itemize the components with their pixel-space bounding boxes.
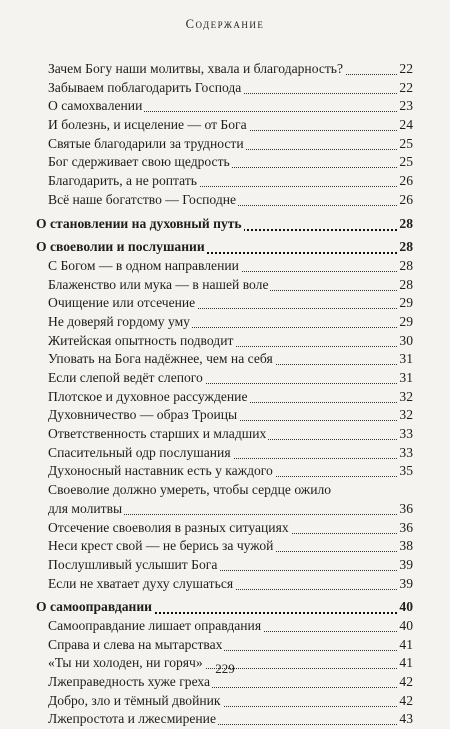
toc-entry-page: 40 xyxy=(397,617,413,636)
toc-entry-title: Не доверяй гордому уму xyxy=(48,313,192,332)
toc-entry-page: 24 xyxy=(397,116,413,135)
toc-entry-title: для молитвы xyxy=(48,500,124,519)
toc-entry-page: 31 xyxy=(397,369,413,388)
toc-entry-title: Блаженство или мука — в нашей воле xyxy=(48,276,270,295)
toc-entry-title: Всё наше богатство — Господне xyxy=(48,191,238,210)
toc-entry-title: Ответственность старших и младших xyxy=(48,425,268,444)
toc-entry-page: 25 xyxy=(397,135,413,154)
toc-entry-page: 32 xyxy=(397,388,413,407)
toc-entry-page: 42 xyxy=(397,673,413,692)
toc-entry-title: Если не хватает духу слушаться xyxy=(48,575,235,594)
toc-entry xyxy=(0,135,450,154)
toc-entry-title: Плотское и духовное рассуждение xyxy=(48,388,249,407)
toc-entry-title: Послушливый услышит Бога xyxy=(48,556,219,575)
toc-entry-title: Святые благодарили за трудности xyxy=(48,135,246,154)
toc-entry-page: 41 xyxy=(397,654,413,673)
toc-entry-title: О своеволии и послушании xyxy=(36,238,207,257)
running-header: Содержание xyxy=(185,17,265,31)
toc-entry-title: О становлении на духовный путь xyxy=(36,215,244,234)
toc-entry xyxy=(0,294,450,313)
toc-entry xyxy=(0,481,450,500)
toc-entry xyxy=(0,313,450,332)
toc-entry-title: Самооправдание лишает оправдания xyxy=(48,617,263,636)
toc-entry xyxy=(0,710,450,729)
toc-entry-page: 39 xyxy=(397,575,413,594)
toc-entry-title: Житейская опытность подводит xyxy=(48,332,235,351)
toc-entry-title: Очищение или отсечение xyxy=(48,294,197,313)
toc-entry xyxy=(0,444,450,463)
toc-entry-page: 28 xyxy=(397,276,413,295)
toc-entry xyxy=(0,191,450,210)
toc-entry-page: 22 xyxy=(397,60,413,79)
toc-entry-title: Забываем поблагодарить Господа xyxy=(48,79,243,98)
toc-entry xyxy=(0,462,450,481)
toc-entry-page: 32 xyxy=(397,406,413,425)
toc-entry-page: 28 xyxy=(397,215,413,234)
toc-entry xyxy=(0,350,450,369)
toc-entry xyxy=(0,556,450,575)
toc-entry xyxy=(0,79,450,98)
toc-entry xyxy=(0,575,450,594)
toc-entry-page: 39 xyxy=(397,556,413,575)
toc-entry-page: 25 xyxy=(397,153,413,172)
toc-entry xyxy=(0,537,450,556)
toc-entry-page: 29 xyxy=(397,294,413,313)
toc-entry-page: 28 xyxy=(397,238,413,257)
toc-entry xyxy=(0,257,450,276)
table-of-contents xyxy=(0,60,450,729)
toc-entry-title: Бог сдерживает свою щедрость xyxy=(48,153,232,172)
toc-entry-title: Отсечение своеволия в разных ситуациях xyxy=(48,519,291,538)
toc-entry xyxy=(0,276,450,295)
toc-entry-title: Духовничество — образ Троицы xyxy=(48,406,239,425)
toc-entry-title: Духоносный наставник есть у каждого xyxy=(48,462,275,481)
toc-entry-page: 28 xyxy=(397,257,413,276)
toc-section-entry xyxy=(0,238,450,257)
toc-entry-page: 22 xyxy=(397,79,413,98)
page-number: 229 xyxy=(215,661,235,676)
toc-entry-title: Если слепой ведёт слепого xyxy=(48,369,205,388)
toc-entry-title: «Ты ни холоден, ни горяч» xyxy=(48,654,205,673)
toc-entry-page: 30 xyxy=(397,332,413,351)
toc-entry-page: 33 xyxy=(397,425,413,444)
toc-entry-title: Спасительный одр послушания xyxy=(48,444,233,463)
toc-entry-page: 23 xyxy=(397,97,413,116)
toc-entry-title: И болезнь, и исцеление — от Бога xyxy=(48,116,249,135)
toc-entry-page: 35 xyxy=(397,462,413,481)
toc-entry-title: Своеволие должно умереть, чтобы сердце ожило xyxy=(48,481,333,500)
toc-entry-page: 31 xyxy=(397,350,413,369)
toc-entry-page: 29 xyxy=(397,313,413,332)
toc-entry xyxy=(0,388,450,407)
toc-entry xyxy=(0,425,450,444)
toc-entry-title: Неси крест свой — не берись за чужой xyxy=(48,537,275,556)
toc-entry-page: 40 xyxy=(397,598,413,617)
toc-entry-page: 26 xyxy=(397,191,413,210)
toc-entry-page: 38 xyxy=(397,537,413,556)
toc-entry xyxy=(0,172,450,191)
toc-entry-page: 42 xyxy=(397,692,413,711)
toc-entry xyxy=(0,332,450,351)
toc-entry-title: О самооправдании xyxy=(36,598,154,617)
toc-entry xyxy=(0,519,450,538)
toc-entry xyxy=(0,60,450,79)
toc-entry xyxy=(0,97,450,116)
toc-entry-page: 26 xyxy=(397,172,413,191)
toc-entry xyxy=(0,692,450,711)
toc-entry-title: С Богом — в одном направлении xyxy=(48,257,241,276)
toc-entry-title: Благодарить, а не роптать xyxy=(48,172,199,191)
toc-entry-title: Зачем Богу наши молитвы, хвала и благодарность? xyxy=(48,60,345,79)
toc-entry xyxy=(0,406,450,425)
toc-entry xyxy=(0,617,450,636)
toc-section-entry xyxy=(0,215,450,234)
toc-entry-title: Уповать на Бога надёжнее, чем на себя xyxy=(48,350,275,369)
toc-entry-page: 43 xyxy=(397,710,413,729)
toc-entry-page: 33 xyxy=(397,444,413,463)
toc-entry xyxy=(0,500,450,519)
toc-entry-title: Лжепростота и лжесмирение xyxy=(48,710,218,729)
toc-entry xyxy=(0,636,450,655)
toc-entry-page: 41 xyxy=(397,636,413,655)
toc-entry-page: 36 xyxy=(397,500,413,519)
toc-entry-title: Добро, зло и тёмный двойник xyxy=(48,692,223,711)
toc-section-entry xyxy=(0,598,450,617)
toc-entry-page: 36 xyxy=(397,519,413,538)
toc-entry xyxy=(0,116,450,135)
toc-entry-title: О самохвалении xyxy=(48,97,144,116)
toc-entry-title: Лжеправедность хуже греха xyxy=(48,673,212,692)
toc-entry xyxy=(0,369,450,388)
toc-entry xyxy=(0,153,450,172)
toc-entry-title: Справа и слева на мытарствах xyxy=(48,636,224,655)
